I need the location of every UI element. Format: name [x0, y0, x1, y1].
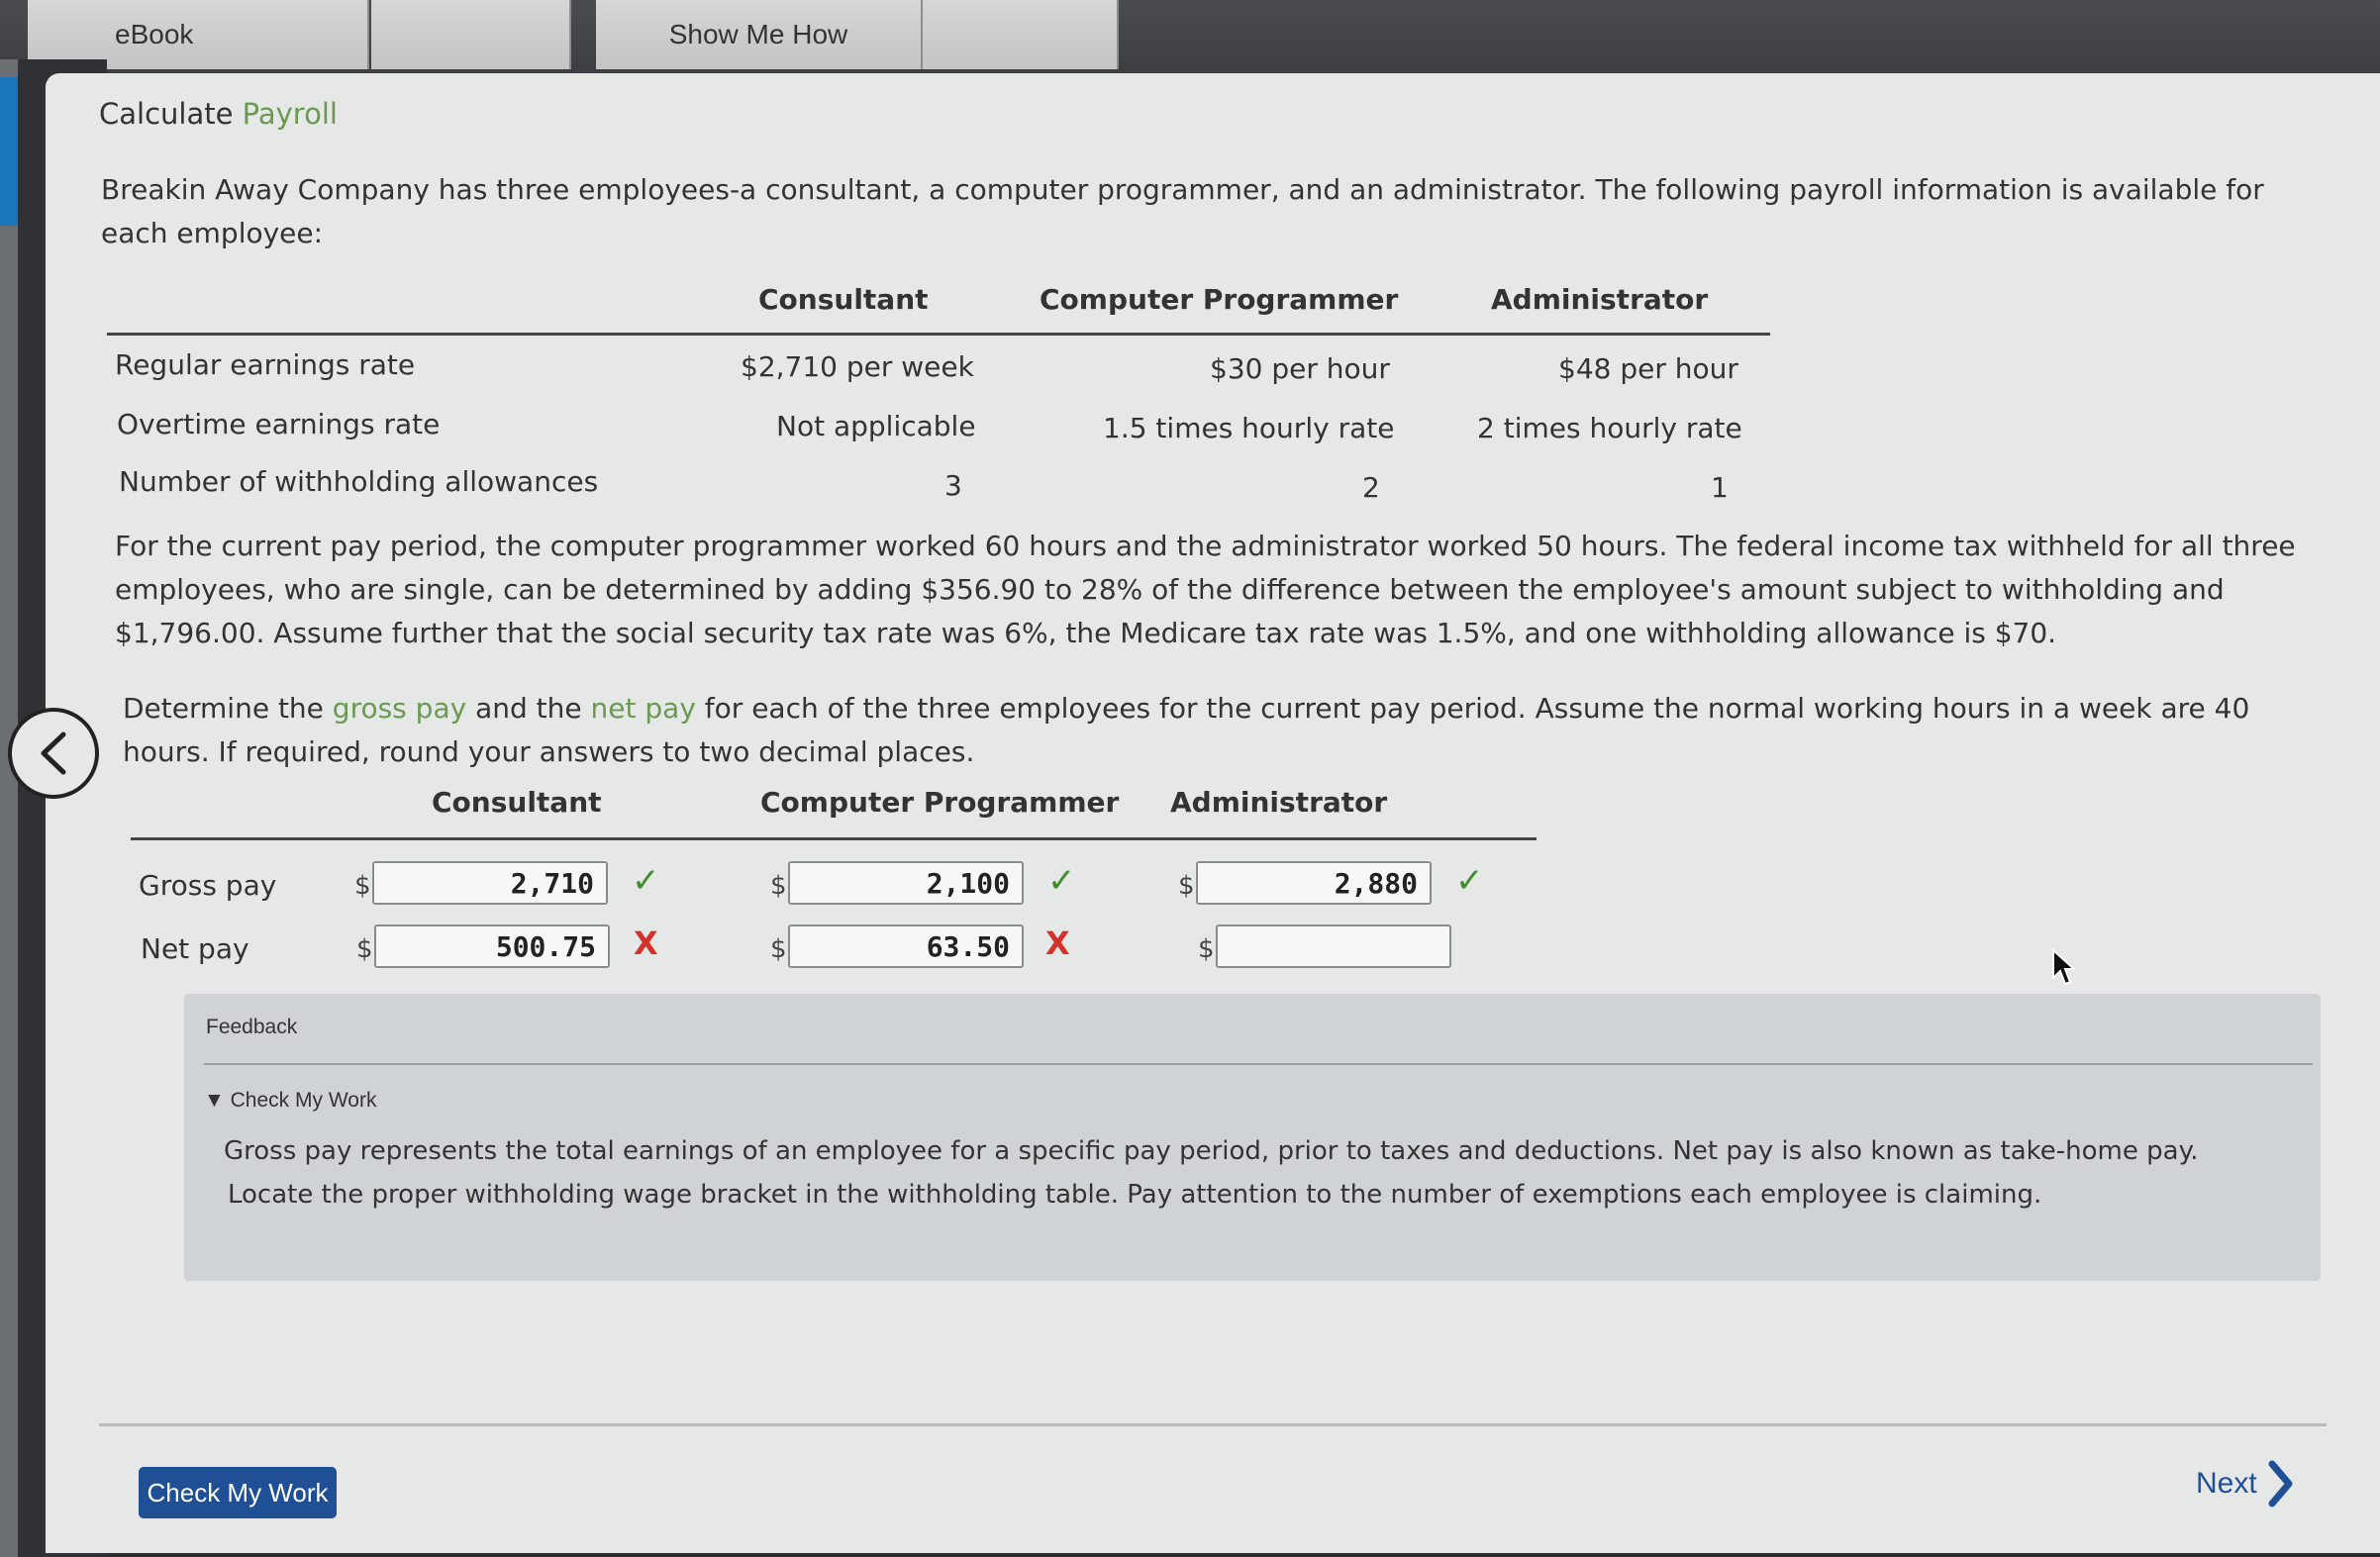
- incorrect-x-icon: X: [1045, 924, 1070, 962]
- net-pay-consultant-input[interactable]: [374, 924, 610, 968]
- correct-check-icon: ✓: [632, 861, 660, 901]
- net-pay-label: Net pay: [141, 932, 249, 965]
- instr-part: Determine the: [123, 692, 333, 725]
- info-cell: 2: [1362, 471, 1380, 504]
- currency-symbol: $: [770, 934, 787, 964]
- net-pay-link[interactable]: net pay: [590, 692, 696, 725]
- check-my-work-toggle[interactable]: [204, 1089, 376, 1113]
- info-cell: 1: [1711, 471, 1729, 504]
- mouse-cursor-icon: [2051, 948, 2077, 988]
- currency-symbol: $: [1198, 934, 1215, 964]
- triangle-down-icon: ▼: [204, 1089, 225, 1112]
- correct-check-icon: ✓: [1455, 861, 1484, 901]
- chevron-left-icon: [34, 729, 73, 778]
- info-header-programmer: Computer Programmer: [1040, 283, 1399, 316]
- info-cell: $30 per hour: [1210, 352, 1390, 385]
- answer-header-consultant: Consultant: [432, 786, 602, 819]
- tab-show-me-how[interactable]: [596, 0, 923, 69]
- info-cell: 1.5 times hourly rate: [1103, 412, 1395, 444]
- answer-header-programmer: Computer Programmer: [760, 786, 1120, 819]
- problem-intro: Breakin Away Company has three employees-a consultant, a computer programmer, and an administrator. The following payroll information is available for each employee:: [101, 173, 2264, 249]
- currency-symbol: $: [354, 871, 371, 901]
- answer-header-administrator: Administrator: [1170, 786, 1388, 819]
- info-cell: $48 per hour: [1558, 352, 1738, 385]
- feedback-line-2: Locate the proper withholding wage bracket in the withholding table. Pay attention to the number of exemptions each employee is claiming.: [228, 1180, 2042, 1210]
- info-header-administrator: Administrator: [1491, 283, 1709, 316]
- back-button[interactable]: [8, 708, 99, 799]
- title-prefix: Calculate: [99, 97, 243, 131]
- problem-content: [99, 73, 2327, 1518]
- next-button[interactable]: [2196, 1459, 2295, 1508]
- check-my-work-button[interactable]: [139, 1467, 337, 1518]
- correct-check-icon: ✓: [1047, 861, 1076, 901]
- gross-pay-label: Gross pay: [139, 869, 277, 902]
- info-cell: 2 times hourly rate: [1477, 412, 1742, 444]
- incorrect-x-icon: X: [634, 924, 658, 962]
- answer-header-rule: [131, 837, 1537, 840]
- info-row-label: Regular earnings rate: [115, 348, 416, 381]
- gross-pay-programmer-input[interactable]: [788, 861, 1024, 905]
- tab-ebook-label: eBook: [115, 19, 194, 49]
- feedback-panel: [184, 994, 2321, 1281]
- page-title: [99, 97, 338, 131]
- net-pay-administrator-input[interactable]: [1216, 924, 1451, 968]
- gross-pay-consultant-input[interactable]: [372, 861, 608, 905]
- problem-details: For the current pay period, the computer programmer worked 60 hours and the administrator worked 50 hours. The federal income tax withheld for all three employees, who are single, can be determined by adding $356.90 to 28% of the difference between the employee's amount subject to withholding and $1,796.00. Assume further that the social security tax rate was 6%, the Medicare tax rate was 1.5%, and one withholding allowance is $70.: [115, 530, 2296, 649]
- footer-divider: [99, 1423, 2327, 1426]
- gross-pay-administrator-input[interactable]: [1196, 861, 1432, 905]
- tab-show-me-how-label: Show Me How: [668, 19, 848, 49]
- next-label: Next: [2196, 1467, 2257, 1500]
- feedback-line-1: Gross pay represents the total earnings of an employee for a specific pay period, prior to taxes and deductions. Net pay is also known as take-home pay.: [224, 1136, 2199, 1166]
- tab-blank[interactable]: [371, 0, 571, 69]
- info-cell: 3: [944, 469, 962, 502]
- gross-pay-link[interactable]: gross pay: [332, 692, 467, 725]
- check-my-work-toggle-label: Check My Work: [230, 1089, 377, 1112]
- problem-instructions: [123, 687, 2301, 774]
- currency-symbol: $: [770, 871, 787, 901]
- title-link-payroll[interactable]: Payroll: [242, 97, 338, 131]
- currency-symbol: $: [1178, 871, 1195, 901]
- info-row-label: Overtime earnings rate: [117, 408, 441, 440]
- feedback-title: Feedback: [206, 1016, 298, 1038]
- tab-blank-2[interactable]: [923, 0, 1119, 69]
- info-row-label: Number of withholding allowances: [119, 465, 599, 498]
- info-header-consultant: Consultant: [758, 283, 929, 316]
- left-edge-accent: [0, 77, 18, 226]
- net-pay-programmer-input[interactable]: [788, 924, 1024, 968]
- chevron-right-icon: [2267, 1459, 2295, 1508]
- info-header-rule: [107, 333, 1770, 336]
- feedback-divider: [204, 1063, 2313, 1065]
- instr-part: and the: [466, 692, 591, 725]
- top-toolbar: [0, 0, 2380, 77]
- info-cell: $2,710 per week: [741, 350, 974, 383]
- info-cell: Not applicable: [776, 410, 976, 442]
- instr-part: for each of the three employees for the current pay period. Assume the normal working hours in a week are 40 hours. If required, round your answers to two decimal places.: [123, 692, 2250, 768]
- currency-symbol: $: [356, 934, 373, 964]
- left-edge-strip: [0, 59, 18, 1557]
- check-my-work-button-label: Check My Work: [147, 1477, 329, 1508]
